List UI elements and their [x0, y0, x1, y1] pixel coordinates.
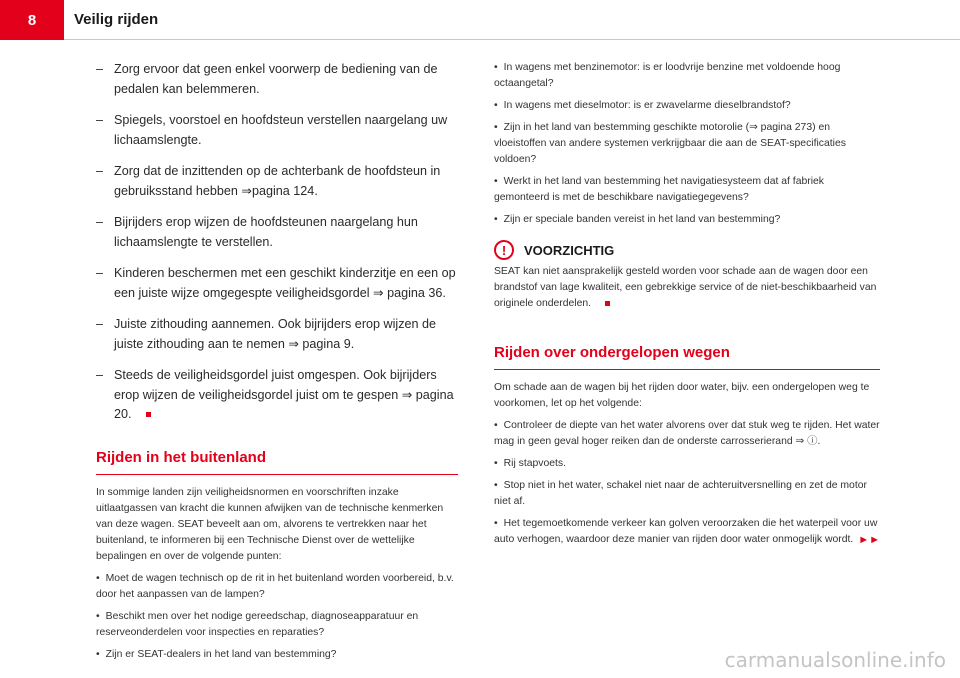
right-column — [494, 60, 880, 554]
abroad-bullets — [96, 571, 458, 663]
caution-text: SEAT kan niet aansprakelijk gesteld worden voor schade aan de wagen door een brandstof van lage kwaliteit, een gebrekkige service of de niet-beschikbaarheid van originele onderdelen. — [494, 266, 877, 309]
dash-item: – Juiste zithouding aannemen. Ook bijrijders erop wijzen de juiste zithouding aan te nemen ⇒ pagina 9. — [96, 317, 437, 351]
list-item: • Werkt in het land van bestemming het navigatiesysteem dat af fabriek gemonteerd is met de beschikbare navigatiegegevens? — [494, 176, 824, 203]
list-item: • In wagens met dieselmotor: is er zwavelarme dieselbrandstof? — [494, 100, 791, 111]
dash-item: – Zorg dat de inzittenden op de achterbank de hoofdsteun in gebruiksstand hebben ⇒pagina 124. — [96, 164, 441, 198]
dash-item: – Kinderen beschermen met een geschikt kinderzitje en een op een juiste wijze omgegespte veiligheidsgordel ⇒ pagina 36. — [96, 266, 456, 300]
section-end-mark — [146, 412, 151, 417]
left-column — [96, 60, 458, 669]
header-divider — [64, 39, 960, 40]
watermark: carmanualsonline.info — [724, 648, 946, 672]
list-item: • Het tegemoetkomende verkeer kan golven veroorzaken die het waterpeil voor uw auto verhogen, waardoor deze manier van rijden door water onmogelijk wordt. ►► — [494, 518, 880, 546]
continue-arrow-icon: ►► — [858, 534, 880, 546]
list-item: • Stop niet in het water, schakel niet naar de achteruitversnelling en zet de motor niet af. — [494, 480, 867, 507]
chapter-title: Veilig rijden — [74, 11, 159, 28]
dash-item: – Bijrijders erop wijzen de hoofdsteunen naargelang hun lichaamslengte te verstellen. — [96, 215, 418, 249]
dash-item: – Steeds de veiligheidsgordel juist omgespen. Ook bijrijders erop wijzen de veiligheidsgordel juist om te gespen ⇒ pagina 20. — [96, 368, 454, 421]
caution-label: VOORZICHTIG — [524, 242, 615, 258]
list-item: • Controleer de diepte van het water alvorens over dat stuk weg te rijden. Het water mag in geen geval hoger reiken dan de onderste carrosserierand ⇒ ⓘ. — [494, 420, 880, 447]
page-number: 8 — [0, 0, 64, 40]
section-end-mark — [605, 301, 610, 306]
page-header — [0, 0, 960, 44]
safety-dash-list — [96, 60, 458, 425]
list-item: • Beschikt men over het nodige gereedschap, diagnoseapparatuur en reserveonderdelen voor inspecties en reparaties? — [96, 610, 419, 638]
abroad-bullets-continued — [494, 60, 880, 228]
list-item: • Moet de wagen technisch op de rit in het buitenland worden voorbereid, b.v. door het aanpassen van de lampen? — [96, 572, 454, 600]
dash-item: – Zorg ervoor dat geen enkel voorwerp de bediening van de pedalen kan belemmeren. — [96, 62, 438, 96]
flooded-intro: Om schade aan de wagen bij het rijden door water, bijv. een ondergelopen weg te voorkomen, let op het volgende: — [494, 382, 870, 409]
list-item: • Zijn in het land van bestemming geschikte motorolie (⇒ pagina 273) en vloeistoffen van andere systemen verkrijgbaar die aan de SEAT-specificaties voldoen? — [494, 122, 846, 165]
caution-header — [494, 240, 880, 260]
caution-icon: ! — [494, 240, 514, 260]
list-item: • In wagens met benzinemotor: is er loodvrije benzine met voldoende hoog octaangetal? — [494, 62, 841, 89]
list-item: • Zijn er SEAT-dealers in het land van bestemming? — [96, 648, 337, 660]
list-item: • Rij stapvoets. — [494, 458, 567, 469]
flooded-bullets — [494, 418, 880, 548]
section-heading-abroad: Rijden in het buitenland — [96, 449, 458, 475]
abroad-intro: In sommige landen zijn veiligheidsnormen en voorschriften inzake uitlaatgassen van kracht die kunnen afwijken van de technische kenmerken van deze wagen. SEAT beveelt aan om, alvorens te vertrekken naar het buitenland, te informeren bij een Technische Dienst over de wettelijke bepalingen en over de volgende punten: — [96, 486, 444, 562]
dash-item: – Spiegels, voorstoel en hoofdsteun verstellen naargelang uw lichaamslengte. — [96, 113, 448, 147]
list-item: • Zijn er speciale banden vereist in het land van bestemming? — [494, 214, 781, 225]
section-heading-flooded-roads: Rijden over ondergelopen wegen — [494, 344, 880, 370]
